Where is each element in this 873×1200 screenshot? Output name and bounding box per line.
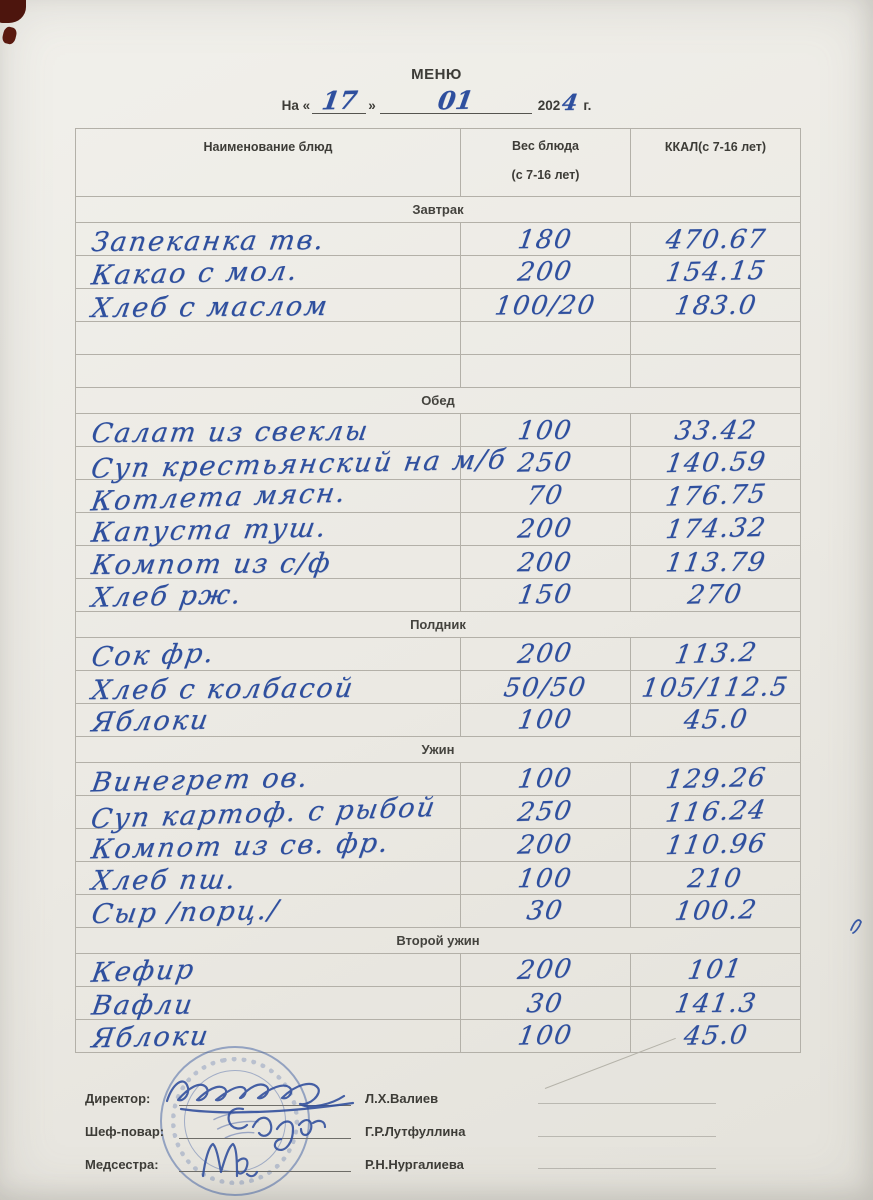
kcal-cell — [631, 414, 801, 447]
dish-handwritten-value: Компот из св. фр. — [89, 827, 393, 865]
menu-row — [76, 513, 801, 546]
weight-handwritten-value: 200 — [516, 513, 576, 545]
kcal-cell — [631, 704, 801, 737]
kcal-cell — [631, 763, 801, 796]
nurse-label: Медсестра: — [85, 1157, 159, 1172]
menu-row — [76, 671, 801, 704]
weight-handwritten-value: 30 — [525, 988, 566, 1020]
weight-cell — [461, 829, 631, 862]
menu-row — [76, 704, 801, 737]
kcal-handwritten-value: 110.96 — [663, 828, 769, 862]
section-row — [76, 388, 801, 414]
section-header: Обед — [76, 388, 801, 414]
weight-cell — [461, 289, 631, 322]
weight-handwritten-value: 70 — [525, 480, 567, 512]
section-row — [76, 197, 801, 223]
weight-cell — [461, 671, 631, 704]
weight-cell — [461, 895, 631, 928]
dish-cell — [76, 443, 510, 485]
weight-cell — [461, 954, 631, 987]
weight-cell — [461, 763, 631, 796]
dish-handwritten-value: Капуста туш. — [89, 511, 330, 549]
dish-handwritten-value: Яблоки — [89, 1020, 212, 1054]
dish-cell — [76, 579, 461, 612]
kcal-cell — [631, 289, 801, 322]
menu-row — [76, 796, 801, 829]
section-header: Завтрак — [76, 197, 801, 223]
kcal-handwritten-value: 45.0 — [681, 704, 750, 736]
section-row — [76, 928, 801, 954]
weight-cell — [461, 223, 631, 256]
weight-cell — [461, 414, 631, 447]
weight-handwritten-value: 30 — [525, 895, 567, 927]
weight-handwritten-value: 100 — [516, 415, 575, 447]
dish-handwritten-value: Котлета мясн. — [88, 477, 350, 517]
weight-handwritten-value: 200 — [515, 954, 576, 986]
date-quote-close: » — [368, 98, 376, 114]
weight-handwritten-value: 100/20 — [492, 290, 599, 322]
weight-cell — [461, 638, 631, 671]
dish-cell — [76, 414, 461, 447]
menu-row — [76, 322, 801, 355]
dish-cell — [76, 322, 461, 355]
date-month-handwritten: 01 — [436, 85, 476, 116]
weight-cell — [461, 546, 631, 579]
weight-cell — [461, 579, 631, 612]
weight-handwritten-value: 200 — [516, 547, 575, 579]
menu-row — [76, 414, 801, 447]
kcal-cell — [631, 579, 801, 612]
weight-handwritten-value: 100 — [516, 763, 576, 795]
dish-handwritten-value: Какао с мол. — [89, 255, 302, 291]
section-header: Второй ужин — [76, 928, 801, 954]
scan-corner-mark-small — [1, 26, 18, 46]
kcal-handwritten-value: 100.2 — [672, 895, 760, 927]
kcal-cell — [631, 895, 801, 928]
kcal-cell — [631, 638, 801, 671]
dish-cell — [76, 1020, 461, 1053]
dish-handwritten-value: Винегрет ов. — [89, 762, 312, 798]
dish-handwritten-value: Хлеб с маслом — [89, 290, 332, 324]
kcal-cell — [631, 987, 801, 1020]
dish-handwritten-value: Запеканка тв. — [89, 224, 328, 258]
dish-cell — [76, 827, 461, 865]
chef-name: Г.Р.Лутфуллина — [365, 1124, 466, 1139]
weight-handwritten-value: 180 — [516, 224, 575, 256]
date-day-slot — [312, 85, 366, 116]
weight-cell — [461, 1020, 631, 1053]
signature-row-chef — [85, 1113, 465, 1139]
dish-handwritten-value: Яблоки — [89, 704, 212, 738]
bleedthrough-line — [538, 1103, 716, 1104]
kcal-cell — [631, 256, 801, 289]
dish-cell — [76, 954, 461, 987]
date-month-slot — [380, 85, 532, 116]
weight-handwritten-value: 50/50 — [501, 672, 589, 704]
kcal-cell — [631, 829, 801, 862]
kcal-handwritten-value: 210 — [686, 863, 745, 895]
kcal-handwritten-value: 174.32 — [663, 512, 769, 546]
signature-block — [85, 1080, 465, 1179]
kcal-cell — [631, 796, 801, 829]
menu-table-body — [76, 197, 801, 1053]
kcal-cell — [631, 447, 801, 480]
stray-pen-mark — [849, 916, 864, 935]
dish-cell — [76, 704, 461, 737]
bleedthrough-line — [538, 1136, 716, 1137]
chef-label: Шеф-повар: — [85, 1124, 165, 1139]
date-suffix: г. — [583, 98, 592, 114]
kcal-handwritten-value: 45.0 — [681, 1020, 750, 1052]
weight-cell — [461, 862, 631, 895]
dish-handwritten-value: Хлеб пш. — [89, 863, 240, 897]
section-row — [76, 612, 801, 638]
nurse-signature-line — [179, 1152, 351, 1172]
dish-cell — [76, 763, 461, 796]
kcal-handwritten-value: 101 — [685, 954, 746, 986]
weight-handwritten-value: 250 — [515, 796, 576, 828]
menu-row — [76, 579, 801, 612]
menu-row — [76, 763, 801, 796]
weight-handwritten-value: 250 — [516, 447, 576, 479]
dish-cell — [76, 256, 461, 289]
kcal-handwritten-value: 470.67 — [663, 224, 768, 256]
column-header-kcal: ККАЛ(с 7-16 лет) — [631, 129, 801, 197]
menu-row — [76, 862, 801, 895]
date-year-handwritten: 4 — [560, 90, 580, 117]
weight-cell — [461, 480, 631, 513]
kcal-handwritten-value: 176.75 — [662, 479, 769, 513]
menu-row — [76, 546, 801, 579]
kcal-handwritten-value: 183.0 — [672, 290, 759, 322]
kcal-cell — [631, 223, 801, 256]
weight-handwritten-value: 100 — [516, 704, 576, 736]
menu-row — [76, 638, 801, 671]
kcal-handwritten-value: 154.15 — [663, 255, 769, 289]
dish-cell — [76, 895, 461, 928]
kcal-handwritten-value: 116.24 — [662, 795, 769, 829]
kcal-cell — [631, 322, 801, 355]
dish-cell — [76, 355, 461, 388]
dish-cell — [76, 289, 461, 322]
section-header: Полдник — [76, 612, 801, 638]
director-label: Директор: — [85, 1091, 151, 1106]
dish-handwritten-value: Вафли — [89, 989, 196, 1021]
bleedthrough-line — [538, 1168, 716, 1169]
weight-header-line2: (с 7-16 лет) — [511, 167, 580, 182]
dish-cell — [76, 987, 461, 1020]
kcal-cell — [631, 1020, 801, 1053]
menu-table — [75, 128, 801, 1053]
weight-cell — [461, 513, 631, 546]
nurse-name: Р.Н.Нургалиева — [365, 1157, 464, 1172]
dish-handwritten-value: Сок фр. — [89, 637, 218, 673]
dish-handwritten-value: Салат из свеклы — [89, 415, 372, 449]
weight-cell — [461, 704, 631, 737]
dish-handwritten-value: Кефир — [89, 953, 198, 989]
kcal-cell — [631, 546, 801, 579]
weight-cell — [461, 355, 631, 388]
date-prefix: На « — [281, 98, 311, 114]
kcal-cell — [631, 513, 801, 546]
weight-handwritten-value: 200 — [515, 638, 576, 670]
column-header-weight — [461, 129, 631, 197]
nurse-signature — [195, 1134, 267, 1184]
kcal-handwritten-value: 140.59 — [663, 446, 769, 480]
menu-row — [76, 829, 801, 862]
menu-row — [76, 1020, 801, 1053]
menu-row — [76, 355, 801, 388]
date-day-handwritten: 17 — [319, 85, 359, 116]
dish-cell — [76, 511, 461, 549]
dish-handwritten-value: Хлеб рж. — [89, 578, 245, 614]
menu-row — [76, 480, 801, 513]
menu-row — [76, 223, 801, 256]
document-title: МЕНЮ — [411, 66, 462, 83]
kcal-cell — [631, 862, 801, 895]
column-header-dish: Наименование блюд — [76, 129, 461, 197]
weight-cell — [461, 256, 631, 289]
weight-cell — [461, 796, 631, 829]
dish-handwritten-value: Суп картоф. с рыбой — [88, 791, 439, 835]
dish-cell — [76, 791, 461, 835]
weight-handwritten-value: 200 — [516, 256, 576, 288]
kcal-handwritten-value: 105/112.5 — [639, 672, 791, 704]
kcal-cell — [631, 355, 801, 388]
menu-row — [76, 447, 801, 480]
dish-cell — [76, 638, 461, 671]
kcal-handwritten-value: 113.2 — [671, 637, 760, 671]
weight-handwritten-value: 100 — [516, 1020, 576, 1052]
weight-cell — [461, 322, 631, 355]
date-year-printed: 202 — [537, 98, 561, 114]
menu-row — [76, 256, 801, 289]
dish-cell — [76, 862, 461, 895]
menu-row — [76, 289, 801, 322]
weight-handwritten-value: 200 — [516, 829, 576, 861]
kcal-handwritten-value: 113.79 — [663, 547, 768, 579]
kcal-handwritten-value: 141.3 — [672, 988, 759, 1020]
dish-cell — [76, 477, 461, 517]
weight-cell — [461, 987, 631, 1020]
date-line — [0, 85, 873, 117]
menu-row — [76, 987, 801, 1020]
table-header-row — [76, 129, 801, 197]
weight-handwritten-value: 150 — [516, 579, 576, 611]
kcal-cell — [631, 954, 801, 987]
director-name: Л.Х.Валиев — [365, 1091, 439, 1106]
kcal-cell — [631, 671, 801, 704]
menu-row — [76, 895, 801, 928]
kcal-handwritten-value: 33.42 — [672, 415, 759, 447]
weight-header-line1: Вес блюда — [512, 139, 579, 153]
dish-cell — [76, 671, 461, 704]
dish-cell — [76, 223, 461, 256]
scan-corner-mark — [0, 0, 26, 23]
dish-handwritten-value: Компот из с/ф — [89, 547, 334, 581]
dish-handwritten-value: Сыр /порц./ — [89, 894, 282, 930]
section-row — [76, 737, 801, 763]
weight-handwritten-value: 100 — [516, 863, 575, 895]
dish-handwritten-value: Суп крестьянский на м/б — [88, 443, 510, 485]
menu-row — [76, 954, 801, 987]
section-header: Ужин — [76, 737, 801, 763]
kcal-handwritten-value: 270 — [686, 579, 746, 611]
kcal-cell — [631, 480, 801, 513]
kcal-handwritten-value: 129.26 — [663, 762, 769, 796]
dish-cell — [76, 546, 461, 579]
dish-handwritten-value: Хлеб с колбасой — [89, 672, 357, 706]
